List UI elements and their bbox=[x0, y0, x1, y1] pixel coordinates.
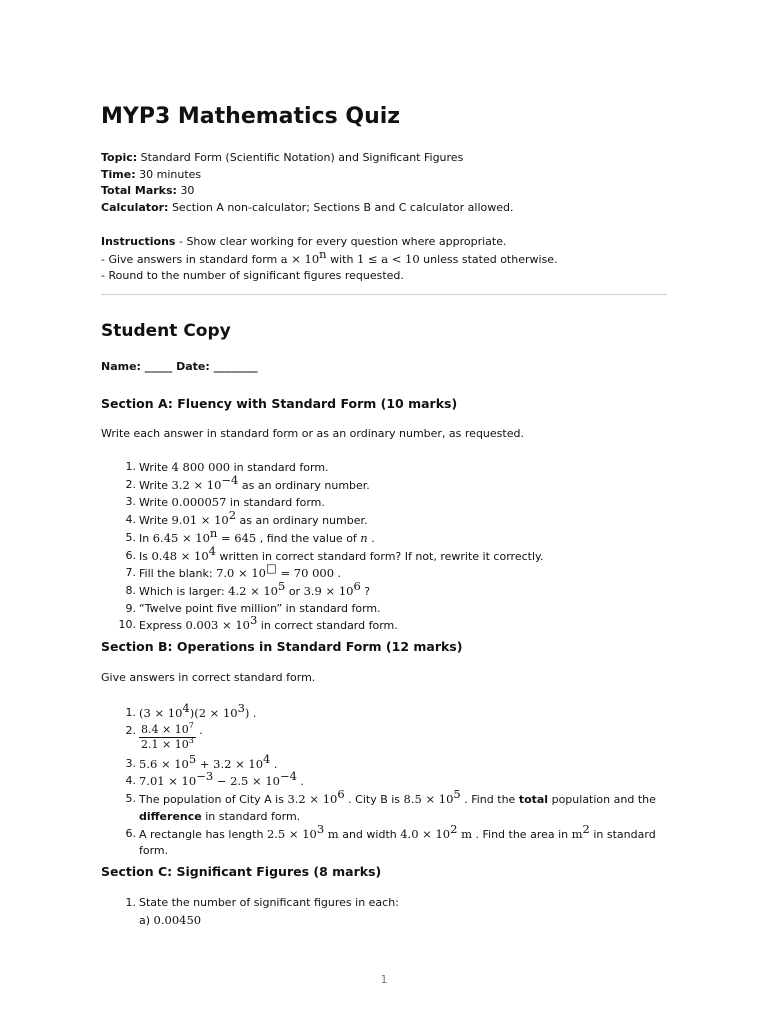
q-exponent: 3 bbox=[316, 821, 325, 836]
q-math: 4 800 000 bbox=[171, 460, 231, 474]
q-text: Write bbox=[139, 514, 172, 528]
question-a8 bbox=[101, 578, 543, 601]
question-b4 bbox=[101, 769, 656, 791]
q-math: m bbox=[571, 826, 583, 841]
time-line bbox=[101, 167, 513, 184]
calculator-label: Calculator: bbox=[101, 200, 169, 214]
instr2-text-a: - Give answers in standard form bbox=[101, 252, 281, 266]
q-math: 7.0 × 10 bbox=[216, 566, 266, 581]
question-b1 bbox=[101, 701, 656, 723]
question-b3 bbox=[101, 751, 656, 774]
question-number: 10. bbox=[118, 618, 136, 632]
question-a3 bbox=[101, 494, 543, 512]
page-title: MYP3 Mathematics Quiz bbox=[101, 104, 401, 129]
q-text: in standard form. bbox=[226, 496, 325, 510]
question-number: 5. bbox=[125, 792, 136, 806]
question-number: 8. bbox=[125, 583, 136, 597]
q-exponent: 4 bbox=[263, 751, 271, 766]
question-number: 1. bbox=[125, 896, 136, 909]
q-exponent: 4 bbox=[182, 701, 190, 715]
q-text: in standard form. bbox=[201, 809, 301, 823]
q-math: 0.000057 bbox=[171, 495, 227, 510]
question-a6 bbox=[101, 543, 544, 566]
q-text: A rectangle has length bbox=[139, 827, 267, 841]
q-math: 0.48 × 10 bbox=[151, 548, 209, 563]
q-exponent: 2 bbox=[582, 821, 590, 836]
marks-value: 30 bbox=[180, 184, 195, 197]
q-text: Express bbox=[139, 619, 186, 633]
q-text: Write bbox=[139, 478, 172, 492]
q-text: in standard bbox=[589, 827, 656, 841]
question-number: 1. bbox=[125, 706, 136, 719]
q-text: . City B is bbox=[344, 793, 404, 807]
q-bold-text: total bbox=[518, 793, 549, 807]
q-math: 9.01 × 10 bbox=[171, 513, 229, 528]
instr2-text-b: with bbox=[326, 252, 357, 266]
q-exponent: 5 bbox=[188, 751, 197, 766]
q-text: as an ordinary number. bbox=[238, 478, 370, 492]
q-exponent: −4 bbox=[221, 472, 239, 487]
q-math: = 645 bbox=[217, 530, 257, 545]
q-math: + 3.2 × 10 bbox=[196, 756, 264, 771]
q-text: Write bbox=[139, 461, 172, 474]
q-exponent: 2 bbox=[228, 508, 237, 523]
fraction bbox=[139, 720, 196, 752]
q-math: 0.00450 bbox=[153, 912, 202, 927]
fraction-denominator bbox=[139, 737, 196, 752]
q-bold-text: difference bbox=[139, 809, 202, 823]
q-text: form. bbox=[139, 844, 169, 858]
section-a-lead: Write each answer in standard form or as an ordinary number, as requested. bbox=[101, 427, 524, 440]
q-sub-label: a) bbox=[139, 913, 154, 927]
question-number: 9. bbox=[125, 601, 136, 615]
q-math: 7.01 × 10 bbox=[139, 774, 197, 789]
q-exponent: 6 bbox=[353, 578, 361, 593]
instr2-math-1: a × 10 bbox=[280, 251, 320, 266]
q-math: 3.9 × 10 bbox=[303, 583, 354, 598]
instructions-line-1 bbox=[101, 234, 558, 251]
marks-label: Total Marks: bbox=[101, 184, 177, 197]
q-text: written in correct standard form? If not, rewrite it correctly. bbox=[216, 549, 544, 563]
fraction-numerator bbox=[139, 720, 196, 737]
instructions-text-1: - Show clear working for every question where appropriate. bbox=[175, 235, 507, 248]
q-text: . Find the area in bbox=[472, 827, 572, 841]
q-math: 0.003 × 10 bbox=[185, 618, 250, 633]
question-number: 1. bbox=[125, 460, 136, 473]
question-a4 bbox=[101, 508, 543, 530]
q-math: 6.45 × 10 bbox=[152, 530, 210, 545]
q-text: . bbox=[334, 567, 342, 581]
q-text: . bbox=[270, 757, 278, 771]
q-text: Which is larger: bbox=[139, 584, 229, 598]
calculator-line bbox=[101, 200, 513, 217]
q-exponent: 4 bbox=[208, 543, 216, 558]
section-c-questions bbox=[101, 895, 399, 929]
q-text: . bbox=[249, 707, 257, 720]
q-math: 8.4 × 10 bbox=[141, 722, 189, 736]
question-number: 7. bbox=[125, 566, 136, 580]
q-text: “Twelve point five million” in standard form. bbox=[139, 601, 381, 615]
instructions bbox=[101, 234, 558, 285]
q-text: . bbox=[195, 723, 203, 737]
q-text: . bbox=[296, 775, 304, 789]
q-math: 5.6 × 10 bbox=[139, 756, 189, 771]
q-exponent: 2 bbox=[450, 821, 458, 836]
page-number: 1 bbox=[380, 973, 388, 986]
question-a1 bbox=[101, 459, 543, 477]
q-math: m bbox=[324, 826, 339, 841]
time-label: Time: bbox=[101, 167, 136, 181]
q-exponent: n bbox=[209, 525, 218, 540]
calculator-value: Section A non-calculator; Sections B and C calculator allowed. bbox=[171, 200, 514, 214]
q-math: 2.1 × 10 bbox=[141, 737, 189, 751]
instructions-line-2 bbox=[101, 246, 558, 269]
q-math: n bbox=[360, 530, 368, 545]
q-text: The population of City A is bbox=[139, 793, 288, 807]
question-a9 bbox=[101, 601, 543, 618]
instructions-label: Instructions bbox=[101, 235, 176, 248]
section-c-heading: Section C: Significant Figures (8 marks) bbox=[101, 864, 382, 879]
q-exponent: 3 bbox=[249, 613, 258, 628]
instr2-exp: n bbox=[319, 246, 327, 261]
q-math: − 2.5 × 10 bbox=[213, 774, 280, 789]
topic-label: Topic: bbox=[101, 151, 138, 164]
q-text: as an ordinary number. bbox=[236, 514, 368, 528]
question-number: 2. bbox=[125, 477, 136, 491]
question-number: 2. bbox=[125, 723, 136, 737]
question-number: 3. bbox=[125, 495, 136, 509]
q-math: ) bbox=[244, 706, 250, 720]
question-number: 6. bbox=[125, 548, 136, 562]
q-math: = 70 000 bbox=[276, 566, 335, 581]
name-date-line: Name: _____ Date: ________ bbox=[101, 360, 258, 373]
q-text: . bbox=[367, 531, 375, 545]
question-b2 bbox=[101, 720, 656, 756]
question-number: 6. bbox=[125, 826, 136, 840]
q-text: in standard form. bbox=[230, 461, 329, 474]
q-exponent: □ bbox=[265, 561, 277, 576]
question-b5 bbox=[101, 787, 656, 825]
q-math: )(2 × 10 bbox=[189, 706, 238, 720]
instructions-line-3: - Round to the number of significant figures requested. bbox=[101, 269, 404, 282]
question-a7 bbox=[101, 561, 543, 583]
topic-line bbox=[101, 150, 513, 167]
topic-value: Standard Form (Scientific Notation) and Significant Figures bbox=[140, 151, 464, 164]
q-text: Write bbox=[139, 496, 172, 510]
student-copy-heading: Student Copy bbox=[101, 321, 231, 341]
q-math: (3 × 10 bbox=[139, 706, 183, 720]
q-math: 3.2 × 10 bbox=[171, 477, 222, 492]
q-math: 2.5 × 10 bbox=[266, 826, 317, 841]
q-math: 4.2 × 10 bbox=[228, 583, 278, 598]
question-a2 bbox=[101, 472, 543, 495]
q-text: . Find the bbox=[460, 793, 519, 807]
q-text: State the number of significant figures in each: bbox=[139, 896, 399, 909]
q-text: , find the value of bbox=[256, 531, 361, 545]
q-math: 8.5 × 10 bbox=[403, 792, 454, 807]
q-text: In bbox=[139, 531, 153, 545]
question-number: 4. bbox=[125, 774, 136, 788]
q-exponent: 3 bbox=[188, 735, 194, 745]
question-a5 bbox=[101, 525, 543, 548]
question-number: 3. bbox=[125, 756, 136, 770]
q-exponent: 3 bbox=[237, 701, 245, 715]
divider bbox=[101, 294, 667, 295]
q-text: Fill the blank: bbox=[139, 567, 217, 581]
q-text: population and the bbox=[548, 793, 656, 807]
q-exponent: 6 bbox=[337, 787, 345, 802]
q-exponent: −3 bbox=[196, 769, 214, 784]
q-math: m bbox=[457, 826, 472, 841]
section-b-heading: Section B: Operations in Standard Form (12 marks) bbox=[101, 639, 463, 654]
q-exponent: 5 bbox=[453, 787, 461, 802]
question-c1 bbox=[101, 895, 399, 929]
q-exponent: 5 bbox=[278, 578, 286, 593]
question-number: 4. bbox=[125, 513, 136, 527]
marks-line bbox=[101, 183, 513, 200]
time-value: 30 minutes bbox=[139, 167, 202, 181]
section-b-questions bbox=[101, 701, 656, 860]
section-a-questions bbox=[101, 459, 543, 635]
instr2-math-2: 1 ≤ a < 10 bbox=[356, 251, 420, 266]
q-exponent: 7 bbox=[188, 720, 194, 730]
quiz-meta bbox=[101, 150, 513, 216]
section-a-heading: Section A: Fluency with Standard Form (10 marks) bbox=[101, 396, 458, 411]
q-text: in correct standard form. bbox=[257, 619, 398, 633]
q-text: Is bbox=[139, 549, 152, 563]
section-b-lead: Give answers in correct standard form. bbox=[101, 671, 316, 684]
q-text: and width bbox=[338, 827, 401, 841]
instr2-text-c: unless stated otherwise. bbox=[419, 252, 558, 266]
question-number: 5. bbox=[125, 530, 136, 544]
question-a10 bbox=[101, 613, 543, 635]
q-math: 3.2 × 10 bbox=[287, 792, 338, 807]
q-text: ? bbox=[360, 584, 371, 598]
q-text: or bbox=[285, 584, 304, 598]
q-math: 4.0 × 10 bbox=[400, 826, 451, 841]
q-exponent: −4 bbox=[279, 769, 297, 784]
question-b6 bbox=[101, 821, 656, 860]
